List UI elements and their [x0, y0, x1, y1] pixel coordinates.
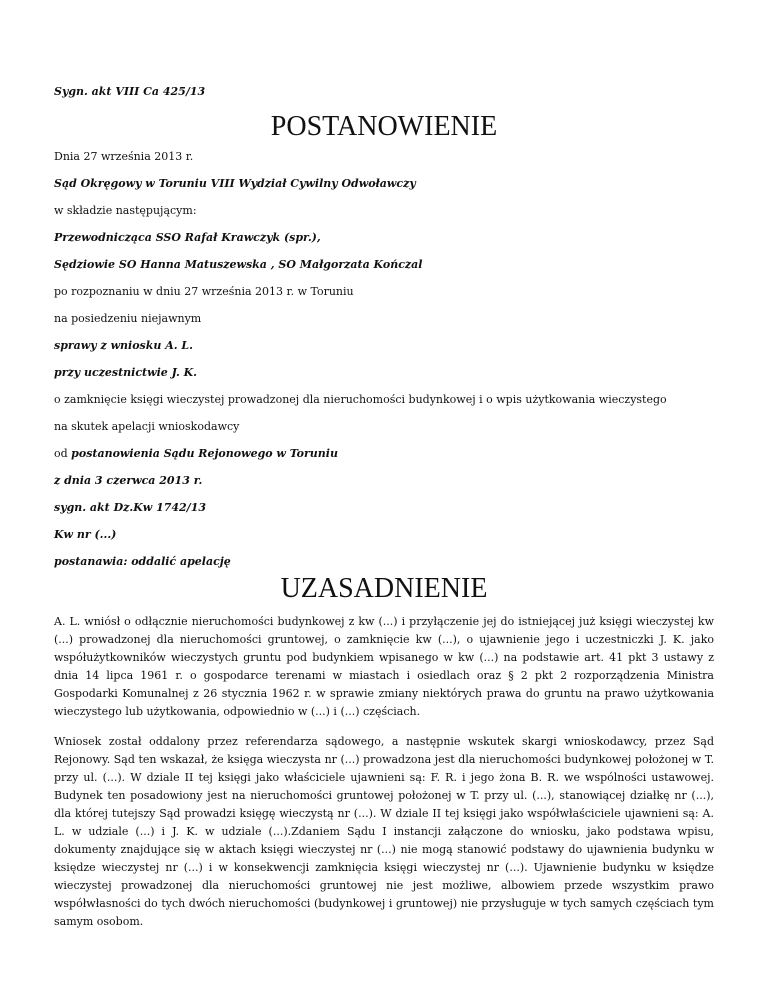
- date-line: Dnia 27 września 2013 r.: [54, 150, 194, 163]
- examination-line: po rozpoznaniu w dniu 27 września 2013 r. w Toruniu: [54, 285, 354, 298]
- appealed-decision-prefix: od: [54, 447, 72, 460]
- appealed-decision: [54, 446, 714, 461]
- participant: przy uczestnictwie J. K.: [54, 366, 197, 379]
- judges: Sędziowie SO Hanna Matuszewska , SO Małgorzata Kończal: [54, 258, 423, 271]
- reasoning-title: UZASADNIENIE: [280, 573, 488, 604]
- reasoning-paragraph: A. L. wniósł o odłącznie nieruchomości budynkowej z kw (...) i przyłączenie jej do istniejącej już księgi wieczystej kw (...) prowadzonej dla nieruchomości gruntowej, o zamknięcie kw (...), o ujawnienie jego i uczestniczki J. K. jako współużytkowników wieczystych gruntu pod budynkiem wpisanego w kw (...) na podstawie art. 41 pkt 3 ustawy z dnia 14 lipca 1961 r. o gospodarce terenami w miastach i osiedlach oraz § 2 pkt 2 rozporządzenia Ministra Gospodarki Komunalnej z 26 stycznia 1962 r. w sprawie zmiany niektórych prawa do gruntu na prawo użytkowania wieczystego lub użytkowania, odpowiednio w (...) i (...) częściach.: [54, 615, 714, 718]
- appealed-decision-name: postanowienia Sądu Rejonowego w Toruniu: [71, 447, 338, 460]
- ruling: postanawia: oddalić apelację: [54, 555, 231, 568]
- court-name: Sąd Okręgowy w Toruniu VIII Wydział Cywilny Odwoławczy: [54, 177, 416, 190]
- case-from: sprawy z wniosku A. L.: [54, 339, 193, 352]
- lower-case-number: sygn. akt Dz.Kw 1742/13: [54, 501, 207, 514]
- case-subject: o zamknięcie księgi wieczystej prowadzonej dla nieruchomości budynkowej i o wpis użytkowania wieczystego: [54, 393, 667, 406]
- presiding-judge: Przewodnicząca SSO Rafał Krawczyk (spr.),: [54, 231, 321, 244]
- reasoning-paragraph: Wniosek został oddalony przez referendarza sądowego, a następnie wskutek skargi wnioskodawcy, przez Sąd Rejonowy. Sąd ten wskazał, że księga wieczysta nr (...) prowadzona jest dla nieruchomości budynkowej położonej w T. przy ul. (...). W dziale II tej księgi jako właściciele ujawnieni są: F. R. i jego żona B. R. we wspólności ustawowej. Budynek ten posadowiony jest na nieruchomości gruntowej położonej w T. przy ul. (...), stanowiącej działkę nr (...), dla której tutejszy Sąd prowadzi księgę wieczystą nr (...). W dziale II tej księgi jako współwłaściciele ujawnieni są: A. L. w udziale (...) i J. K. w udziale (...).Zdaniem Sądu I instancji załączone do wniosku, jako podstawa wpisu, dokumenty znajdujące się w aktach księgi wieczystej nr (...) nie mogą stanowić podstawy do ujawnienia budynku w księdze wieczystej nr (...) i w konsekwencji zamknięcia księgi wieczystej nr (...). Ujawnienie budynku w księdze wieczystej prowadzonej dla nieruchomości gruntowej nie jest możliwe, albowiem przede wszystkim prawo współwłasności do tych dwóch nieruchomości (budynkowej i gruntowej) nie przysługuje w tych samych częściach tym samym osobom.: [54, 735, 714, 928]
- session-line: na posiedzeniu niejawnym: [54, 312, 202, 325]
- appeal-line: na skutek apelacji wnioskodawcy: [54, 420, 240, 433]
- land-register-number: Kw nr (...): [54, 528, 117, 541]
- document-page: [54, 84, 714, 943]
- document-title: POSTANOWIENIE: [270, 111, 498, 142]
- case-number: Sygn. akt VIII Ca 425/13: [54, 85, 206, 98]
- composition-intro: w składzie następującym:: [54, 204, 197, 217]
- decision-date: z dnia 3 czerwca 2013 r.: [54, 474, 203, 487]
